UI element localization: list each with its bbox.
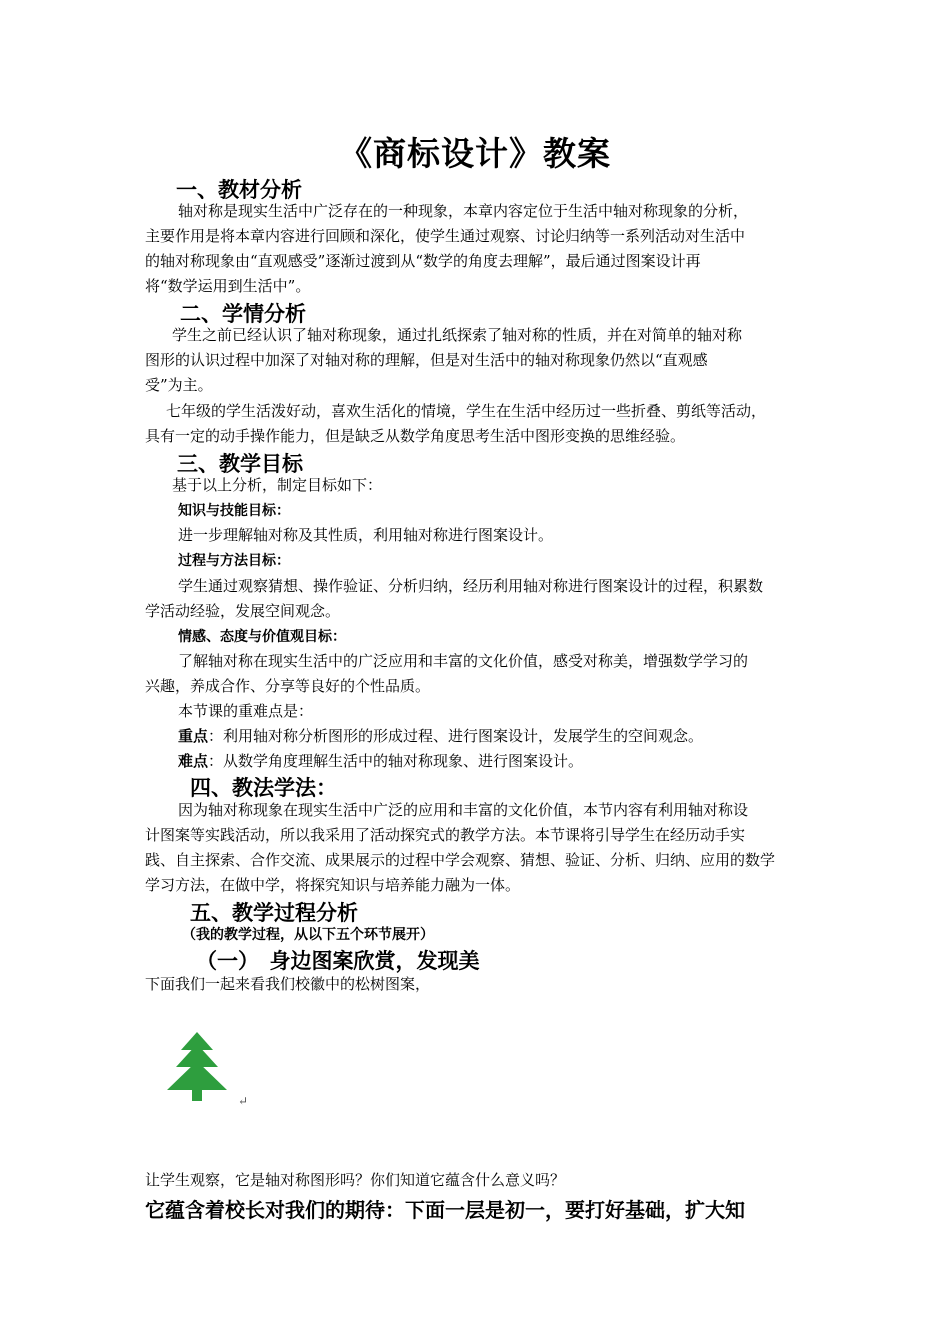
section-heading-process: 五、教学过程分析: [190, 901, 358, 925]
tree-trunk: [192, 1090, 202, 1101]
paragraph-line: 轴对称是现实生活中广泛存在的一种现象，本章内容定位于生活中轴对称现象的分析，: [178, 202, 749, 220]
difficulty-text: ：从数学角度理解生活中的轴对称现象、进行图案设计。: [208, 752, 584, 770]
process-method-label: 过程与方法目标：: [178, 553, 290, 569]
paragraph-line: 受”为主。: [145, 376, 213, 394]
section-heading-objectives: 三、教学目标: [177, 452, 303, 476]
observation-question: 让学生观察，它是轴对称图形吗？你们知道它蕴含什么意义吗？: [145, 1171, 566, 1189]
paragraph-line: 践、自主探索、合作交流、成果展示的过程中学会观察、猜想、验证、分析、归纳、应用的数学: [145, 851, 776, 869]
paragraph-line: 了解轴对称在现实生活中的广泛应用和丰富的文化价值，感受对称美，增强数学学习的: [178, 652, 749, 670]
paragraph-line: 学生之前已经认识了轴对称现象，通过扎纸探索了轴对称的性质，并在对简单的轴对称: [172, 326, 743, 344]
objectives-intro: 基于以上分析，制定目标如下：: [172, 476, 383, 494]
emblem-meaning-text: 它蕴含着校长对我们的期待：下面一层是初一，要打好基础，扩大知: [145, 1198, 745, 1222]
attitude-value-label: 情感、态度与价值观目标：: [178, 629, 346, 645]
paragraph-line: 学活动经验，发展空间观念。: [145, 602, 341, 620]
key-points-intro: 本节课的重难点是：: [178, 702, 314, 720]
paragraph-line: 具有一定的动手操作能力，但是缺乏从数学角度思考生活中图形变换的思维经验。: [145, 427, 686, 445]
document-title: 《商标设计》教案: [339, 134, 611, 173]
paragraph-line: 计图案等实践活动，所以我采用了活动探究式的教学方法。本节课将引导学生在经历动手实: [145, 826, 746, 844]
key-point-text: ：利用轴对称分析图形的形成过程、进行图案设计，发展学生的空间观念。: [208, 727, 704, 745]
paragraph-line: 的轴对称现象由“直观感受”逐渐过渡到从“数学的角度去理解”，最后通过图案设计再: [145, 252, 701, 270]
paragraph-line: 将“数学运用到生活中”。: [145, 277, 311, 295]
tree-bottom-tier: [167, 1061, 227, 1090]
knowledge-skill-text: 进一步理解轴对称及其性质，利用轴对称进行图案设计。: [178, 526, 554, 544]
paragraph-line: 兴趣，养成合作、分享等良好的个性品质。: [145, 677, 431, 695]
paragraph-line: 学习方法，在做中学，将探究知识与培养能力融为一体。: [145, 876, 521, 894]
difficulty-line: [178, 749, 583, 774]
paragraph-line: 七年级的学生活泼好动，喜欢生活化的情境，学生在生活中经历过一些折叠、剪纸等活动，: [166, 402, 767, 420]
key-point-label: 重点: [178, 727, 209, 745]
paragraph-mark: ↵: [238, 1094, 249, 1108]
key-point-line: [178, 724, 703, 749]
paragraph-line: 因为轴对称现象在现实生活中广泛的应用和丰富的文化价值，本节内容有利用轴对称设: [178, 801, 749, 819]
paragraph-line: 主要作用是将本章内容进行回顾和深化，使学生通过观察、讨论归纳等一系列活动对生活中: [145, 227, 746, 245]
difficulty-label: 难点: [178, 752, 209, 770]
process-note: （我的教学过程，从以下五个环节展开）: [182, 927, 434, 943]
step-one-text: 下面我们一起来看我们校徽中的松树图案，: [145, 975, 431, 993]
section-heading-materials: 一、教材分析: [176, 178, 302, 202]
paragraph-line: 图形的认识过程中加深了对轴对称的理解，但是对生活中的轴对称现象仍然以“直观感: [145, 351, 708, 369]
pine-tree-emblem: [166, 1030, 228, 1102]
step-one-heading: （一） 身边图案欣赏，发现美: [196, 949, 480, 973]
section-heading-methods: 四、教法学法：: [190, 776, 337, 800]
section-heading-students: 二、学情分析: [180, 302, 306, 326]
paragraph-line: 学生通过观察猜想、操作验证、分析归纳，经历利用轴对称进行图案设计的过程，积累数: [178, 577, 764, 595]
knowledge-skill-label: 知识与技能目标：: [178, 503, 290, 519]
